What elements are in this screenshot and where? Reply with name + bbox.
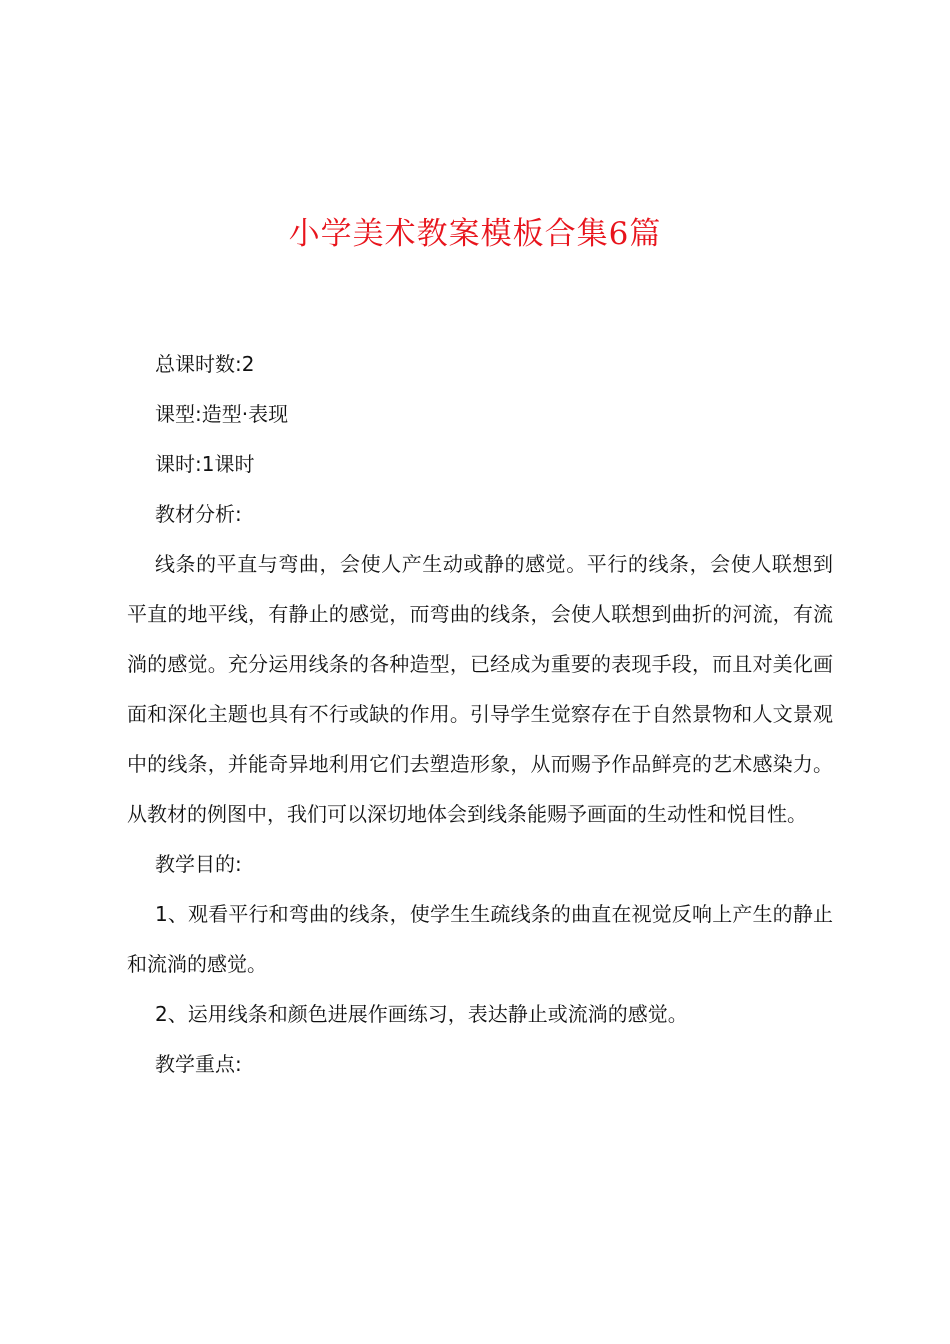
paragraph-total-hours: 总课时数:2 bbox=[155, 352, 255, 376]
heading-teaching-goals: 教学目的: bbox=[155, 852, 242, 876]
heading-teaching-focus: 教学重点: bbox=[155, 1052, 242, 1076]
paragraph-lesson-hours: 课时:1课时 bbox=[155, 452, 255, 476]
paragraph-goal-2: 2、运用线条和颜色进展作画练习，表达静止或流淌的感觉。 bbox=[155, 1002, 688, 1026]
paragraph-material-analysis: 线条的平直与弯曲，会使人产生动或静的感觉。平行的线条，会使人联想到平直的地平线，有静止的感觉，而弯曲的线条，会使人联想到曲折的河流，有流淌的感觉。充分运用线条的各种造型，已经成为重要的表现手段，而且对美化画面和深化主题也具有不行或缺的作用。引导学生觉察存在于自然景物和人文景观中的线条，并能奇异地利用它们去塑造形象，从而赐予作品鲜亮的艺术感染力。从教材的例图中，我们可以深切地体会到线条能赐予画面的生动性和悦目性。 bbox=[127, 552, 833, 826]
document-body bbox=[127, 339, 833, 1089]
paragraph-goal-1: 1、观看平行和弯曲的线条，使学生生疏线条的曲直在视觉反响上产生的静止和流淌的感觉。 bbox=[127, 902, 833, 976]
document-title: 小学美术教案模板合集6篇 bbox=[288, 216, 662, 252]
heading-material-analysis: 教材分析: bbox=[155, 502, 242, 526]
paragraph-lesson-type: 课型:造型·表现 bbox=[155, 402, 289, 426]
